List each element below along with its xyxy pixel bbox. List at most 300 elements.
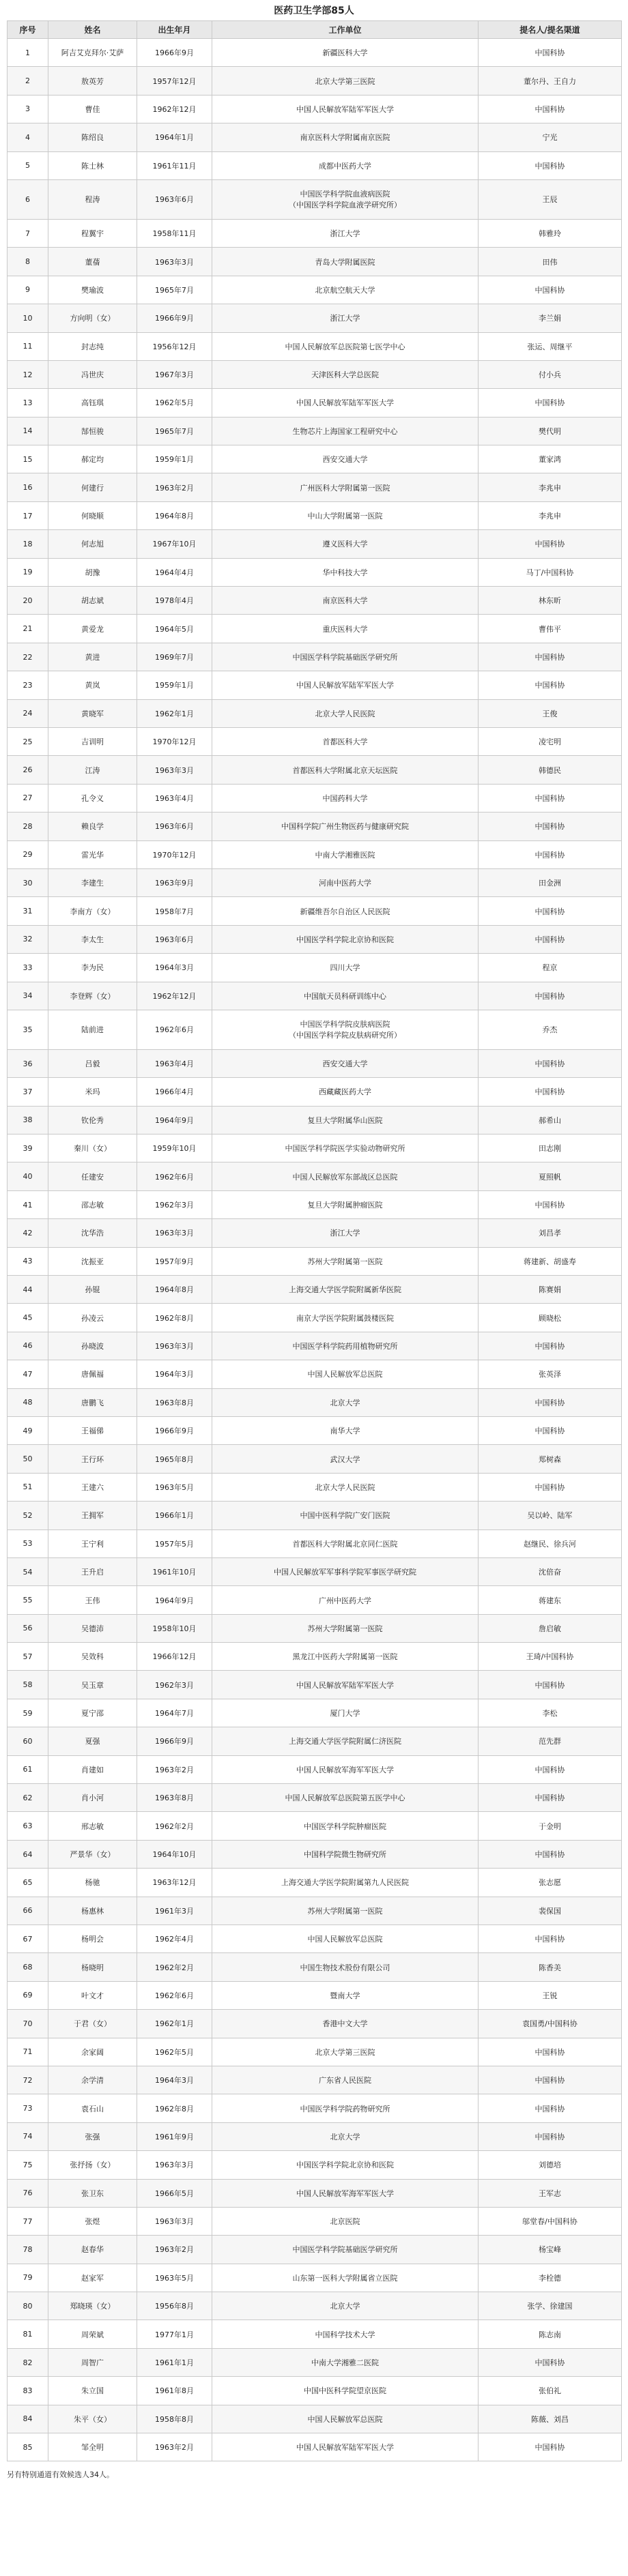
cell-birth: 1961年8月 xyxy=(137,2377,212,2405)
cell-nominator: 中国科协 xyxy=(479,276,622,304)
cell-nominator: 中国科协 xyxy=(479,671,622,699)
cell-nominator: 王辰 xyxy=(479,179,622,219)
cell-name: 于君（女） xyxy=(48,2010,137,2038)
cell-nominator: 中国科协 xyxy=(479,2122,622,2150)
cell-birth: 1967年3月 xyxy=(137,360,212,388)
cell-index: 81 xyxy=(8,2320,48,2348)
cell-nominator: 蒋建东 xyxy=(479,1586,622,1614)
cell-birth: 1963年12月 xyxy=(137,1869,212,1897)
cell-birth: 1962年8月 xyxy=(137,1304,212,1332)
cell-name: 吕毅 xyxy=(48,1049,137,1077)
cell-birth: 1963年3月 xyxy=(137,2151,212,2179)
cell-workplace: 南京大学医学院附属鼓楼医院 xyxy=(212,1304,479,1332)
cell-workplace: 中国医学科学院北京协和医院 xyxy=(212,2151,479,2179)
cell-birth: 1963年3月 xyxy=(137,1332,212,1360)
cell-name: 张强 xyxy=(48,2122,137,2150)
cell-index: 4 xyxy=(8,123,48,151)
cell-workplace: 华中科技大学 xyxy=(212,558,479,586)
table-row xyxy=(8,2151,622,2179)
cell-name: 袁石山 xyxy=(48,2094,137,2122)
cell-nominator: 刘德培 xyxy=(479,2151,622,2179)
table-row xyxy=(8,248,622,276)
cell-index: 36 xyxy=(8,1049,48,1077)
page xyxy=(0,1,628,2482)
cell-workplace: 中国人民解放军总医院 xyxy=(212,1360,479,1388)
cell-workplace: 复旦大学附属肿瘤医院 xyxy=(212,1190,479,1218)
cell-workplace: 生物芯片上海国家工程研究中心 xyxy=(212,417,479,445)
cell-birth: 1959年1月 xyxy=(137,445,212,473)
cell-name: 黄岚 xyxy=(48,671,137,699)
table-row xyxy=(8,445,622,473)
cell-birth: 1961年9月 xyxy=(137,2122,212,2150)
cell-birth: 1963年4月 xyxy=(137,784,212,812)
cell-birth: 1958年8月 xyxy=(137,2405,212,2433)
cell-birth: 1964年4月 xyxy=(137,558,212,586)
cell-workplace: 北京大学 xyxy=(212,2122,479,2150)
cell-nominator: 王锐 xyxy=(479,1981,622,2009)
cell-birth: 1962年2月 xyxy=(137,1812,212,1840)
cell-workplace: 中山大学附属第一医院 xyxy=(212,501,479,529)
cell-index: 38 xyxy=(8,1106,48,1134)
table-row xyxy=(8,219,622,247)
cell-workplace: 中国科学技术大学 xyxy=(212,2320,479,2348)
cell-birth: 1967年10月 xyxy=(137,530,212,558)
cell-nominator: 宁光 xyxy=(479,123,622,151)
cell-birth: 1959年10月 xyxy=(137,1135,212,1162)
table-row xyxy=(8,925,622,953)
cell-index: 61 xyxy=(8,1755,48,1783)
cell-nominator: 程京 xyxy=(479,954,622,982)
table-row xyxy=(8,897,622,925)
table-row xyxy=(8,2264,622,2292)
cell-nominator: 中国科协 xyxy=(479,1190,622,1218)
cell-birth: 1969年7月 xyxy=(137,643,212,671)
cell-workplace: 广州中医药大学 xyxy=(212,1586,479,1614)
table-row xyxy=(8,2010,622,2038)
cell-index: 5 xyxy=(8,151,48,179)
cell-workplace: 上海交通大学医学院附属新华医院 xyxy=(212,1276,479,1304)
table-row xyxy=(8,1727,622,1755)
cell-nominator: 中国科协 xyxy=(479,2348,622,2376)
cell-nominator: 中国科协 xyxy=(479,389,622,417)
cell-index: 83 xyxy=(8,2377,48,2405)
cell-name: 陈士林 xyxy=(48,151,137,179)
cell-name: 张卫东 xyxy=(48,2179,137,2207)
cell-birth: 1964年5月 xyxy=(137,615,212,643)
cell-name: 陆前进 xyxy=(48,1010,137,1049)
cell-nominator: 詹启敏 xyxy=(479,1614,622,1642)
table-row xyxy=(8,1304,622,1332)
table-row xyxy=(8,1445,622,1473)
cell-index: 27 xyxy=(8,784,48,812)
cell-birth: 1964年3月 xyxy=(137,1360,212,1388)
header-workplace: 工作单位 xyxy=(212,21,479,39)
cell-nominator: 中国科协 xyxy=(479,982,622,1010)
cell-name: 周智广 xyxy=(48,2348,137,2376)
cell-workplace: 中国医学科学院基础医学研究所 xyxy=(212,643,479,671)
cell-nominator: 顾晓松 xyxy=(479,1304,622,1332)
table-row xyxy=(8,1586,622,1614)
header-index: 序号 xyxy=(8,21,48,39)
cell-workplace: 青岛大学附属医院 xyxy=(212,248,479,276)
table-row xyxy=(8,1388,622,1416)
cell-nominator: 田金洲 xyxy=(479,868,622,896)
table-row xyxy=(8,1953,622,1981)
cell-name: 张抒扬（女） xyxy=(48,2151,137,2179)
table-row xyxy=(8,1840,622,1868)
cell-workplace: 中国科学院广州生物医药与健康研究院 xyxy=(212,813,479,840)
cell-birth: 1966年1月 xyxy=(137,1502,212,1530)
table-row xyxy=(8,276,622,304)
candidate-table xyxy=(7,20,622,2461)
cell-nominator: 沈倍奋 xyxy=(479,1557,622,1585)
cell-nominator: 中国科协 xyxy=(479,643,622,671)
cell-workplace: 南京医科大学附属南京医院 xyxy=(212,123,479,151)
header-birth: 出生年月 xyxy=(137,21,212,39)
cell-birth: 1962年2月 xyxy=(137,1953,212,1981)
cell-name: 孙锟 xyxy=(48,1276,137,1304)
cell-index: 9 xyxy=(8,276,48,304)
table-row xyxy=(8,1276,622,1304)
cell-index: 1 xyxy=(8,39,48,67)
cell-index: 23 xyxy=(8,671,48,699)
table-row xyxy=(8,756,622,784)
cell-workplace: 苏州大学附属第一医院 xyxy=(212,1247,479,1275)
cell-nominator: 李松 xyxy=(479,1699,622,1727)
table-row xyxy=(8,95,622,123)
cell-nominator: 杨宝峰 xyxy=(479,2236,622,2264)
cell-birth: 1961年1月 xyxy=(137,2348,212,2376)
cell-index: 40 xyxy=(8,1162,48,1190)
cell-nominator: 马丁/中国科协 xyxy=(479,558,622,586)
cell-workplace: 天津医科大学总医院 xyxy=(212,360,479,388)
cell-workplace: 首都医科大学附属北京同仁医院 xyxy=(212,1530,479,1557)
cell-workplace: 上海交通大学医学院附属第九人民医院 xyxy=(212,1869,479,1897)
table-row xyxy=(8,1643,622,1671)
cell-birth: 1964年1月 xyxy=(137,123,212,151)
cell-birth: 1966年5月 xyxy=(137,2179,212,2207)
cell-birth: 1959年1月 xyxy=(137,671,212,699)
cell-birth: 1966年4月 xyxy=(137,1078,212,1106)
cell-name: 邢志敏 xyxy=(48,1812,137,1840)
cell-workplace: 北京航空航天大学 xyxy=(212,276,479,304)
cell-workplace: 遵义医科大学 xyxy=(212,530,479,558)
cell-workplace: 中国医学科学院肿瘤医院 xyxy=(212,1812,479,1840)
table-row xyxy=(8,2038,622,2066)
cell-workplace: 新疆医科大学 xyxy=(212,39,479,67)
cell-name: 何建行 xyxy=(48,473,137,501)
table-row xyxy=(8,2292,622,2320)
cell-birth: 1966年9月 xyxy=(137,1727,212,1755)
cell-name: 王宁利 xyxy=(48,1530,137,1557)
cell-birth: 1962年12月 xyxy=(137,95,212,123)
cell-birth: 1963年2月 xyxy=(137,2236,212,2264)
table-row xyxy=(8,151,622,179)
cell-index: 41 xyxy=(8,1190,48,1218)
cell-nominator: 蒋建新、胡盛寿 xyxy=(479,1247,622,1275)
cell-name: 董蒨 xyxy=(48,248,137,276)
cell-workplace: 中国人民解放军总医院 xyxy=(212,2405,479,2433)
cell-name: 王建六 xyxy=(48,1473,137,1501)
cell-name: 邵志敏 xyxy=(48,1190,137,1218)
table-row xyxy=(8,123,622,151)
cell-index: 13 xyxy=(8,389,48,417)
cell-nominator: 李兆申 xyxy=(479,501,622,529)
table-row xyxy=(8,501,622,529)
table-row xyxy=(8,1925,622,1953)
cell-workplace: 北京大学第三医院 xyxy=(212,67,479,95)
cell-index: 73 xyxy=(8,2094,48,2122)
cell-birth: 1977年1月 xyxy=(137,2320,212,2348)
cell-name: 王伟 xyxy=(48,1586,137,1614)
cell-name: 张煜 xyxy=(48,2207,137,2235)
cell-nominator: 张伯礼 xyxy=(479,2377,622,2405)
cell-birth: 1962年1月 xyxy=(137,699,212,727)
cell-workplace: 中国生物技术股份有限公司 xyxy=(212,1953,479,1981)
cell-workplace: 成都中医药大学 xyxy=(212,151,479,179)
cell-index: 76 xyxy=(8,2179,48,2207)
cell-name: 朱平（女） xyxy=(48,2405,137,2433)
cell-workplace: 中国人民解放军陆军军医大学 xyxy=(212,95,479,123)
table-row xyxy=(8,813,622,840)
cell-workplace: 中国医学科学院药用植物研究所 xyxy=(212,1332,479,1360)
cell-index: 26 xyxy=(8,756,48,784)
cell-index: 63 xyxy=(8,1812,48,1840)
cell-workplace: 武汉大学 xyxy=(212,1445,479,1473)
cell-birth: 1966年9月 xyxy=(137,1416,212,1444)
cell-nominator: 田志刚 xyxy=(479,1135,622,1162)
table-row xyxy=(8,1699,622,1727)
cell-index: 39 xyxy=(8,1135,48,1162)
cell-nominator: 陈志南 xyxy=(479,2320,622,2348)
table-row xyxy=(8,360,622,388)
cell-workplace: 北京大学 xyxy=(212,2292,479,2320)
cell-birth: 1964年3月 xyxy=(137,954,212,982)
cell-name: 沈振亚 xyxy=(48,1247,137,1275)
cell-name: 江涛 xyxy=(48,756,137,784)
table-row xyxy=(8,1557,622,1585)
cell-workplace: 中国人民解放军总医院第七医学中心 xyxy=(212,332,479,360)
cell-index: 21 xyxy=(8,615,48,643)
cell-birth: 1963年2月 xyxy=(137,1755,212,1783)
table-row xyxy=(8,2377,622,2405)
cell-index: 79 xyxy=(8,2264,48,2292)
cell-name: 黄晓军 xyxy=(48,699,137,727)
cell-workplace: 中国医学科学院血液病医院 （中国医学科学院血液学研究所） xyxy=(212,179,479,219)
cell-birth: 1966年9月 xyxy=(137,39,212,67)
cell-index: 10 xyxy=(8,304,48,332)
cell-nominator: 中国科协 xyxy=(479,784,622,812)
table-row xyxy=(8,2122,622,2150)
cell-name: 朱立国 xyxy=(48,2377,137,2405)
cell-nominator: 中国科协 xyxy=(479,2094,622,2122)
cell-birth: 1970年12月 xyxy=(137,840,212,868)
cell-name: 杨驰 xyxy=(48,1869,137,1897)
cell-workplace: 山东第一医科大学附属省立医院 xyxy=(212,2264,479,2292)
cell-birth: 1963年5月 xyxy=(137,1473,212,1501)
cell-workplace: 中国人民解放军陆军军医大学 xyxy=(212,1671,479,1699)
cell-name: 何志旭 xyxy=(48,530,137,558)
cell-birth: 1962年6月 xyxy=(137,1010,212,1049)
cell-nominator: 张英泽 xyxy=(479,1360,622,1388)
table-row xyxy=(8,1897,622,1924)
cell-index: 57 xyxy=(8,1643,48,1671)
cell-index: 32 xyxy=(8,925,48,953)
table-row xyxy=(8,1502,622,1530)
cell-workplace: 中国医学科学院北京协和医院 xyxy=(212,925,479,953)
cell-birth: 1957年12月 xyxy=(137,67,212,95)
cell-workplace: 中国人民解放军海军军医大学 xyxy=(212,2179,479,2207)
cell-index: 51 xyxy=(8,1473,48,1501)
cell-nominator: 郝希山 xyxy=(479,1106,622,1134)
cell-index: 77 xyxy=(8,2207,48,2235)
cell-name: 冯世庆 xyxy=(48,360,137,388)
table-row xyxy=(8,2236,622,2264)
cell-nominator: 韩德民 xyxy=(479,756,622,784)
cell-birth: 1964年9月 xyxy=(137,1586,212,1614)
cell-workplace: 中国人民解放军陆军军医大学 xyxy=(212,389,479,417)
cell-birth: 1963年2月 xyxy=(137,473,212,501)
cell-name: 严景华（女） xyxy=(48,1840,137,1868)
cell-nominator: 中国科协 xyxy=(479,2433,622,2461)
cell-nominator: 林东昕 xyxy=(479,587,622,615)
cell-birth: 1964年3月 xyxy=(137,2066,212,2094)
table-body xyxy=(8,39,622,2461)
cell-index: 8 xyxy=(8,248,48,276)
cell-name: 吴玉章 xyxy=(48,1671,137,1699)
cell-index: 47 xyxy=(8,1360,48,1388)
cell-index: 31 xyxy=(8,897,48,925)
cell-name: 唐佩福 xyxy=(48,1360,137,1388)
cell-birth: 1966年9月 xyxy=(137,304,212,332)
cell-name: 吴效科 xyxy=(48,1643,137,1671)
cell-birth: 1963年3月 xyxy=(137,2207,212,2235)
cell-name: 肖小河 xyxy=(48,1784,137,1812)
cell-index: 46 xyxy=(8,1332,48,1360)
cell-index: 35 xyxy=(8,1010,48,1049)
cell-workplace: 中国医学科学院皮肤病医院 （中国医学科学院皮肤病研究所） xyxy=(212,1010,479,1049)
cell-nominator: 张学、徐建国 xyxy=(479,2292,622,2320)
table-row xyxy=(8,1614,622,1642)
cell-index: 24 xyxy=(8,699,48,727)
cell-name: 赵家军 xyxy=(48,2264,137,2292)
cell-index: 56 xyxy=(8,1614,48,1642)
cell-name: 孙凌云 xyxy=(48,1304,137,1332)
cell-birth: 1965年7月 xyxy=(137,276,212,304)
table-row xyxy=(8,1755,622,1783)
cell-name: 夏强 xyxy=(48,1727,137,1755)
cell-nominator: 中国科协 xyxy=(479,1416,622,1444)
cell-nominator: 中国科协 xyxy=(479,1078,622,1106)
cell-name: 高钰琪 xyxy=(48,389,137,417)
cell-nominator: 中国科协 xyxy=(479,1049,622,1077)
cell-workplace: 中国医学科学院基础医学研究所 xyxy=(212,2236,479,2264)
cell-index: 48 xyxy=(8,1388,48,1416)
cell-nominator: 乔杰 xyxy=(479,1010,622,1049)
cell-workplace: 中国中医科学院广安门医院 xyxy=(212,1502,479,1530)
cell-index: 34 xyxy=(8,982,48,1010)
cell-workplace: 中国人民解放军军事科学院军事医学研究院 xyxy=(212,1557,479,1585)
cell-workplace: 暨南大学 xyxy=(212,1981,479,2009)
table-row xyxy=(8,671,622,699)
cell-name: 敖英芳 xyxy=(48,67,137,95)
cell-name: 夏宁邵 xyxy=(48,1699,137,1727)
cell-birth: 1963年6月 xyxy=(137,813,212,840)
cell-workplace: 香港中文大学 xyxy=(212,2010,479,2038)
cell-workplace: 北京医院 xyxy=(212,2207,479,2235)
table-row xyxy=(8,840,622,868)
cell-index: 54 xyxy=(8,1557,48,1585)
cell-nominator: 中国科协 xyxy=(479,95,622,123)
cell-index: 15 xyxy=(8,445,48,473)
cell-birth: 1957年9月 xyxy=(137,1247,212,1275)
cell-nominator: 中国科协 xyxy=(479,2066,622,2094)
cell-workplace: 中国药科大学 xyxy=(212,784,479,812)
cell-birth: 1961年10月 xyxy=(137,1557,212,1585)
cell-name: 秦川（女） xyxy=(48,1135,137,1162)
cell-name: 赵春华 xyxy=(48,2236,137,2264)
cell-workplace: 西安交通大学 xyxy=(212,1049,479,1077)
table-row xyxy=(8,389,622,417)
cell-birth: 1961年3月 xyxy=(137,1897,212,1924)
cell-workplace: 中国人民解放军东部战区总医院 xyxy=(212,1162,479,1190)
cell-nominator: 田伟 xyxy=(479,248,622,276)
cell-workplace: 中国医学科学院药物研究所 xyxy=(212,2094,479,2122)
cell-birth: 1962年5月 xyxy=(137,2038,212,2066)
cell-birth: 1963年4月 xyxy=(137,1049,212,1077)
cell-index: 7 xyxy=(8,219,48,247)
cell-name: 王拥军 xyxy=(48,1502,137,1530)
cell-nominator: 王俊 xyxy=(479,699,622,727)
cell-workplace: 南京医科大学 xyxy=(212,587,479,615)
cell-index: 12 xyxy=(8,360,48,388)
cell-nominator: 陈薇、刘昌 xyxy=(479,2405,622,2433)
cell-name: 孔令义 xyxy=(48,784,137,812)
cell-index: 72 xyxy=(8,2066,48,2094)
cell-name: 李建生 xyxy=(48,868,137,896)
cell-name: 周荣斌 xyxy=(48,2320,137,2348)
cell-nominator: 中国科协 xyxy=(479,813,622,840)
cell-index: 29 xyxy=(8,840,48,868)
table-row xyxy=(8,304,622,332)
cell-index: 3 xyxy=(8,95,48,123)
cell-index: 22 xyxy=(8,643,48,671)
table-row xyxy=(8,2348,622,2376)
cell-birth: 1964年8月 xyxy=(137,501,212,529)
cell-workplace: 中国航天员科研训练中心 xyxy=(212,982,479,1010)
cell-birth: 1963年5月 xyxy=(137,2264,212,2292)
cell-index: 25 xyxy=(8,727,48,755)
cell-workplace: 中国人民解放军海军军医大学 xyxy=(212,1755,479,1783)
cell-workplace: 苏州大学附属第一医院 xyxy=(212,1897,479,1924)
cell-name: 李登辉（女） xyxy=(48,982,137,1010)
cell-workplace: 中南大学湘雅二医院 xyxy=(212,2348,479,2376)
cell-index: 44 xyxy=(8,1276,48,1304)
cell-nominator: 中国科协 xyxy=(479,1473,622,1501)
cell-name: 吉训明 xyxy=(48,727,137,755)
table-row xyxy=(8,530,622,558)
cell-name: 唐鹏飞 xyxy=(48,1388,137,1416)
cell-birth: 1964年8月 xyxy=(137,1276,212,1304)
cell-index: 53 xyxy=(8,1530,48,1557)
cell-nominator: 付小兵 xyxy=(479,360,622,388)
cell-name: 沈华浩 xyxy=(48,1219,137,1247)
cell-birth: 1958年11月 xyxy=(137,219,212,247)
cell-birth: 1963年9月 xyxy=(137,868,212,896)
cell-name: 樊瑜波 xyxy=(48,276,137,304)
cell-nominator: 王军志 xyxy=(479,2179,622,2207)
table-row xyxy=(8,1078,622,1106)
